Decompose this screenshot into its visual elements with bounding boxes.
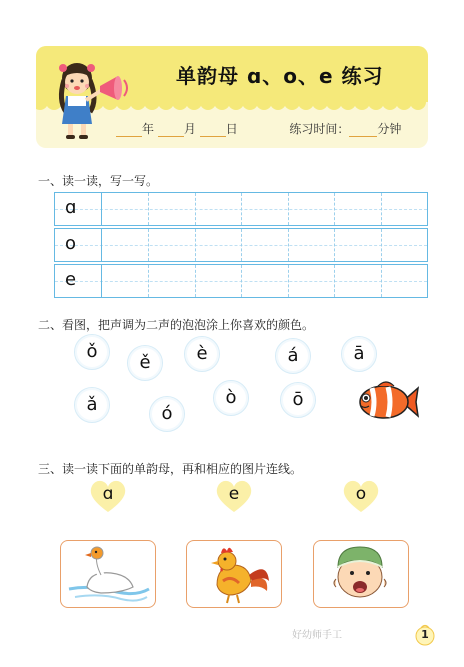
worksheet-header	[36, 46, 428, 148]
section-2-title: 二、看图，把声调为二声的泡泡涂上你喜欢的颜色。	[38, 318, 315, 332]
letter-heart-o[interactable]	[341, 478, 381, 514]
row-letter: ɑ	[65, 197, 77, 218]
section-1-title: 一、读一读，写一写。	[38, 174, 159, 188]
day-blank[interactable]	[200, 124, 226, 137]
tone-bubble[interactable]: á	[275, 338, 311, 374]
heart-letter: o	[355, 484, 367, 504]
row-letter: e	[65, 269, 77, 290]
practice-time-blank[interactable]	[349, 124, 377, 137]
writing-row-o[interactable]	[54, 228, 428, 262]
tone-bubble[interactable]: ǎ	[74, 387, 110, 423]
tone-bubble[interactable]: ā	[341, 336, 377, 372]
date-and-time-line	[116, 120, 401, 137]
writing-row-e[interactable]	[54, 264, 428, 298]
year-label: 年	[142, 122, 155, 136]
row-letter: o	[65, 233, 77, 254]
section-3-title: 三、读一读下面的单韵母，再和相应的图片连线。	[38, 462, 303, 476]
heart-letter: e	[228, 484, 240, 504]
tone-bubble[interactable]: ě	[127, 345, 163, 381]
goose-illustration	[61, 541, 155, 607]
month-label: 月	[183, 122, 196, 136]
tone-bubble[interactable]: ǒ	[74, 334, 110, 370]
rooster-picture-card[interactable]	[186, 540, 282, 608]
practice-time-unit: 分钟	[377, 122, 402, 136]
goose-picture-card[interactable]	[60, 540, 156, 608]
tone-bubble[interactable]: ō	[280, 382, 316, 418]
letter-heart-a[interactable]	[88, 478, 128, 514]
clownfish-illustration	[356, 378, 420, 426]
day-label: 日	[225, 122, 238, 136]
heart-letter: ɑ	[102, 484, 114, 504]
year-blank[interactable]	[116, 124, 142, 137]
boy-picture-card[interactable]	[313, 540, 409, 608]
tone-bubble[interactable]: ò	[213, 380, 249, 416]
page-number-badge	[414, 624, 436, 646]
page-number: 1	[421, 628, 429, 641]
rooster-illustration	[187, 541, 281, 607]
tone-bubble[interactable]: ó	[149, 396, 185, 432]
tone-bubble[interactable]: è	[184, 336, 220, 372]
practice-time-label: 练习时间：	[289, 122, 350, 136]
writing-row-a[interactable]	[54, 192, 428, 226]
month-blank[interactable]	[158, 124, 184, 137]
singing-boy-illustration	[314, 541, 408, 607]
letter-heart-e[interactable]	[214, 478, 254, 514]
footer-watermark: 好幼师手工	[292, 630, 342, 641]
worksheet-title: 单韵母 ɑ、o、e 练习	[176, 64, 384, 88]
